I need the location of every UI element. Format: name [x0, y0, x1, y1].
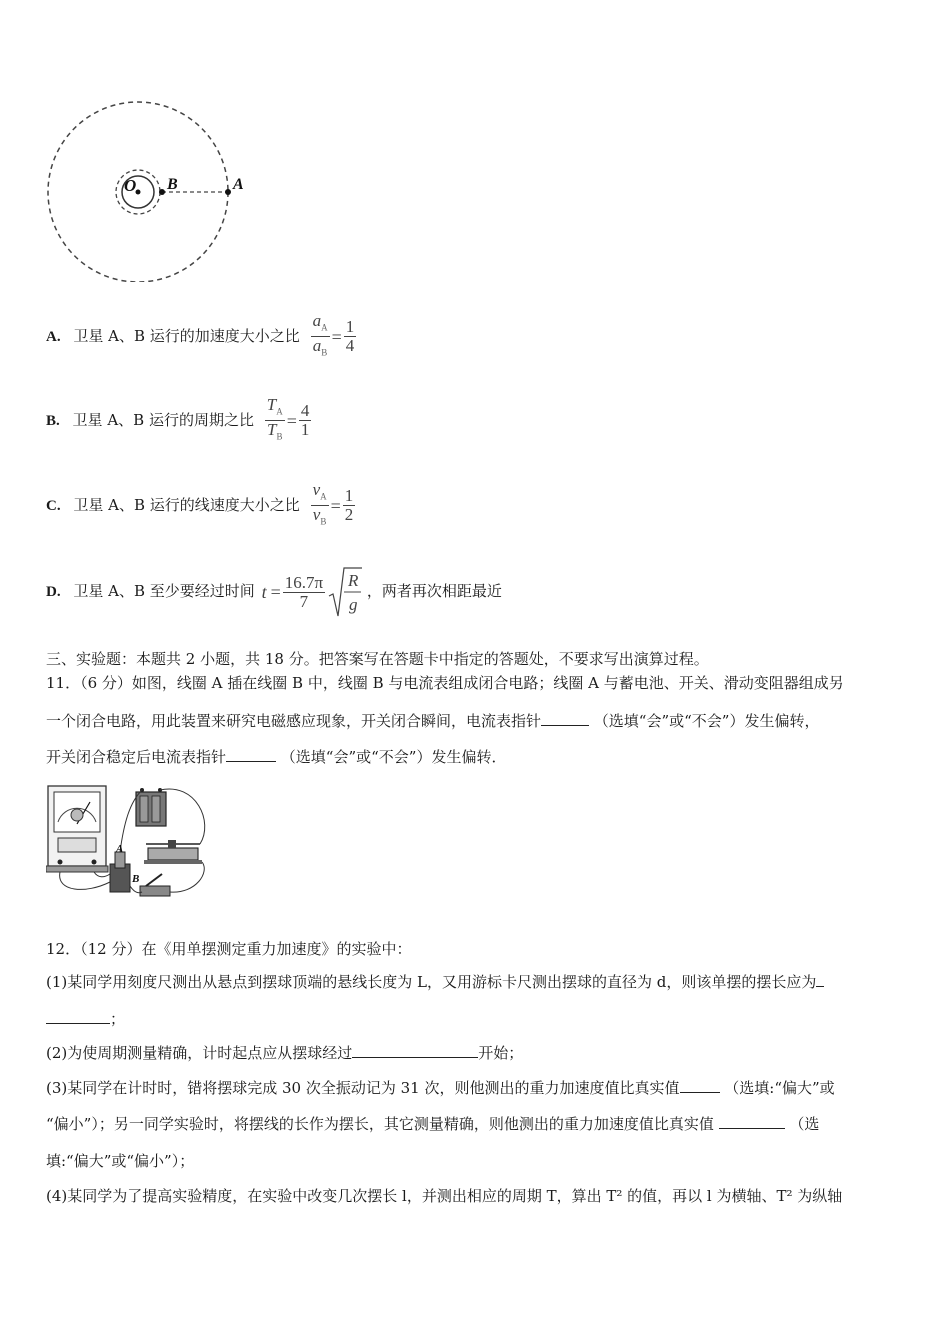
option-d-sqrt: [328, 566, 362, 618]
option-d-fraction: $\frac{16.7\pi}{7}$: [284, 572, 324, 611]
option-d-letter: D.: [46, 584, 61, 600]
q12-title: 12．（12 分）在《用单摆测定重力加速度》的实验中：: [46, 940, 412, 958]
q11-line3: 开关闭合稳定后电流表指针 （选填“会”或“不会”）发生偏转．: [46, 748, 507, 766]
option-b-text: 卫星 A、B 运行的周期之比: [72, 410, 254, 429]
option-a: A. 卫星 A、B 运行的加速度大小之比 $\frac{a_A}{a_B}$ = $\frac{1}{4}$: [46, 312, 356, 362]
q12-blank-3[interactable]: [680, 1078, 720, 1093]
satellite-b: [159, 189, 165, 195]
option-b-ratio: $\frac{T_A}{T_B}$: [265, 396, 285, 446]
option-c: C. 卫星 A、B 运行的线速度大小之比 $\frac{v_A}{v_B}$ = $\frac{1}{2}$: [46, 481, 355, 531]
q12-p4: (4)某同学为了提高实验精度，在实验中改变几次摆长 l，并测出相应的周期 T，算出 T² 的值，再以 l 为横轴、T² 为纵轴: [46, 1187, 843, 1205]
galvanometer: [46, 786, 108, 872]
q12-p1: (1)某同学用刻度尺测出从悬点到摆球顶端的悬线长度为 L，又用游标卡尺测出摆球的直径为 d，则该单摆的摆长应为: [46, 971, 824, 993]
q12-p1-cont: ；: [46, 1008, 125, 1030]
option-d-text: 卫星 A、B 至少要经过时间: [73, 582, 255, 600]
q12-p3-cont: “偏小”）；另一同学实验时，将摆线的长作为摆长，其它测量精确，则他测出的重力加速度值比真实值 （选: [46, 1115, 820, 1133]
option-d-root-den: g: [349, 595, 358, 614]
q11-line1: 11．（6 分）如图，线圈 A 插在线圈 B 中，线圈 B 与电流表组成闭合电路；线圈 A 与蓄电池、开关、滑动变阻器组成另: [46, 674, 844, 692]
option-a-ratio: $\frac{a_A}{a_B}$: [311, 312, 330, 362]
option-c-ratio: $\frac{v_A}{v_B}$: [311, 481, 329, 531]
option-c-value: $\frac{1}{2}$: [344, 486, 354, 525]
option-a-text: 卫星 A、B 运行的加速度大小之比: [73, 326, 300, 345]
option-c-text: 卫星 A、B 运行的线速度大小之比: [73, 495, 300, 514]
option-b-letter: B.: [46, 412, 60, 429]
q12-blank-1b[interactable]: [46, 1009, 110, 1024]
switch: [140, 874, 170, 896]
option-a-letter: A.: [46, 328, 61, 345]
option-a-value: $\frac{1}{4}$: [345, 317, 355, 356]
q12-blank-2[interactable]: [352, 1043, 478, 1058]
label-b: B: [167, 176, 178, 193]
rheostat: [144, 840, 202, 864]
option-b-value: $\frac{4}{1}$: [300, 401, 310, 440]
label-o: O: [124, 176, 137, 195]
satellite-a: [225, 189, 231, 195]
coils: [110, 852, 130, 892]
battery: [136, 788, 166, 826]
option-d-t: t: [261, 582, 267, 602]
q12-blank-4[interactable]: [719, 1114, 785, 1129]
section-heading: 三、实验题：本题共 2 小题，共 18 分。把答案写在答题卡中指定的答题处，不要求写出演算过程。: [46, 650, 709, 668]
induction-apparatus-figure: [46, 782, 214, 904]
q12-p2: (2)为使周期测量精确，计时起点应从摆球经过 开始；: [46, 1044, 524, 1062]
q12-blank-1a[interactable]: [816, 972, 824, 987]
option-d-tail: ，两者再次相距最近: [366, 582, 502, 600]
q11-blank-1[interactable]: [541, 711, 589, 726]
option-b: B. 卫星 A、B 运行的周期之比 $\frac{T_A}{T_B}$ = $\frac{4}{1}$: [46, 396, 311, 446]
label-a: A: [233, 176, 244, 193]
q11-blank-2[interactable]: [226, 747, 276, 762]
q11-line2: 一个闭合电路，用此装置来研究电磁感应现象，开关闭合瞬间，电流表指针 （选填“会”或“不会”）发生偏转，: [46, 712, 820, 730]
q12-p3: (3)某同学在计时时，错将摆球完成 30 次全振动记为 31 次，则他测出的重力加速度值比真实值 （选填:“偏大”或: [46, 1079, 835, 1097]
fig-label-a: A: [116, 843, 124, 855]
option-d: D. 卫星 A、B 至少要经过时间 t = $\frac{16.7\pi}{7}$ R g ，两者再次相距最近: [46, 566, 502, 618]
fig-label-b: B: [132, 873, 140, 885]
q12-p3-end: 填:“偏大”或“偏小”）；: [46, 1152, 195, 1170]
orbit-figure: [46, 92, 266, 282]
option-d-root-num: R: [348, 571, 359, 590]
option-c-letter: C.: [46, 497, 61, 514]
